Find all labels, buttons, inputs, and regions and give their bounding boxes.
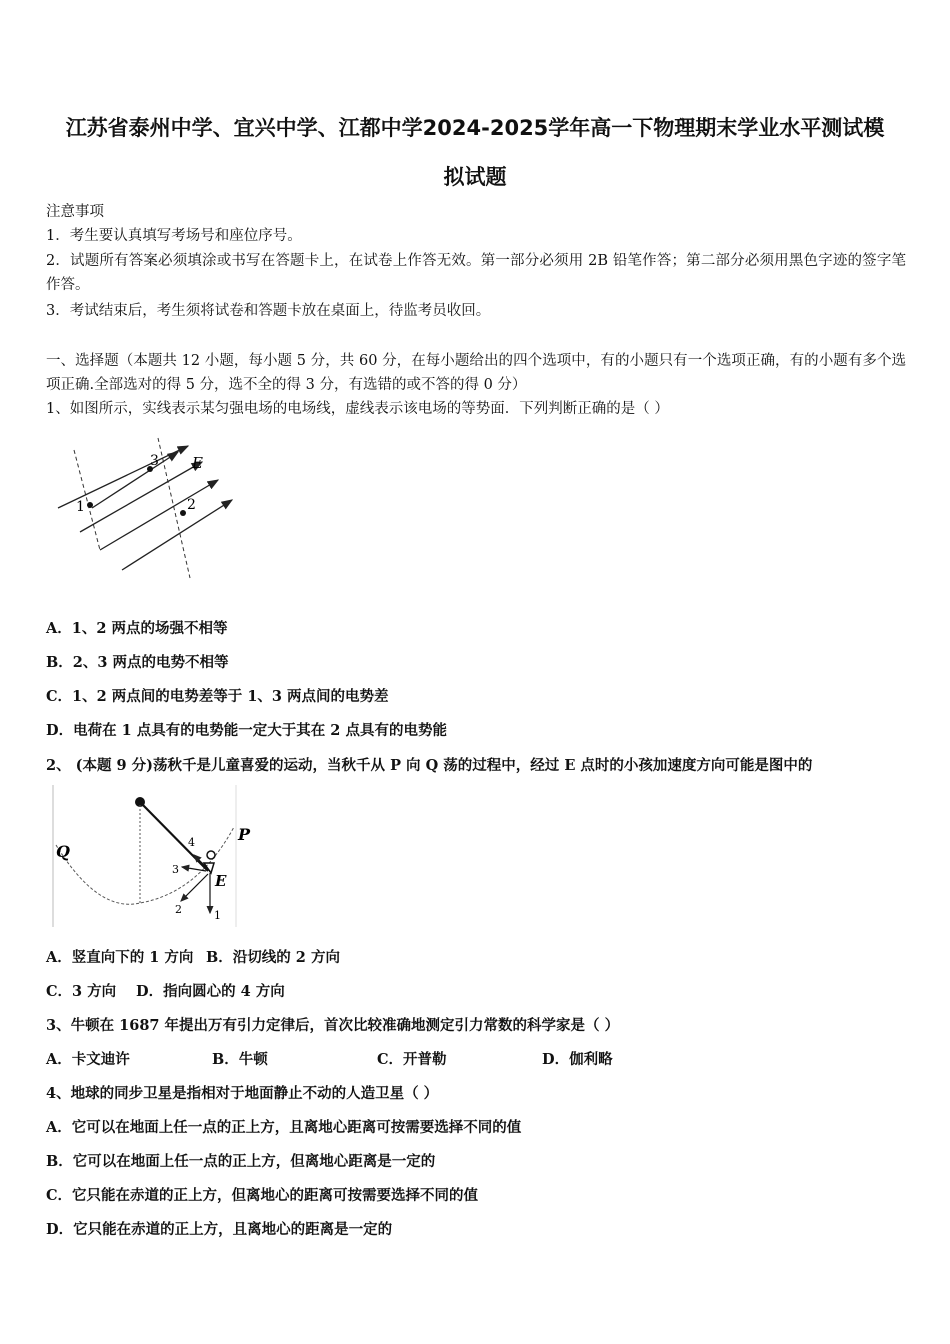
page-title-continued: 拟试题: [443, 165, 507, 189]
field-line: [122, 500, 232, 570]
q1-option-c: C．1、2 两点间的电势差等于 1、3 两点间的电势差: [46, 688, 389, 705]
label-dir-1: 1: [214, 909, 221, 922]
label-2: 2: [187, 497, 196, 513]
q2-option-b: B．沿切线的 2 方向: [206, 949, 340, 966]
q3-option-b: B．牛顿: [212, 1051, 268, 1068]
q3-option-d: D．伽利略: [542, 1051, 613, 1068]
notice-heading: 注意事项: [46, 204, 104, 220]
q2-options-row-1: [46, 947, 340, 969]
q2-option-a: A．竖直向下的 1 方向: [46, 949, 194, 966]
q4-option-a: A．它可以在地面上任一点的正上方，且离地心距离可按需要选择不同的值: [46, 1119, 522, 1136]
label-P: P: [238, 825, 251, 844]
notice-item: 3．考试结束后，考生须将试卷和答题卡放在桌面上，待监考员收回。: [46, 303, 491, 319]
equipotential-line: [158, 438, 190, 578]
q4-option-b: B．它可以在地面上任一点的正上方，但离地心距离是一定的: [46, 1153, 436, 1170]
swing-rope: [140, 802, 208, 871]
label-1: 1: [76, 499, 85, 515]
direction-3-arrow: [182, 867, 206, 871]
direction-2-arrow: [181, 874, 208, 901]
q4-option-d: D．它只能在赤道的正上方，且离地心的距离是一定的: [46, 1221, 393, 1238]
swing-arc: [56, 827, 234, 904]
question-4-stem: 4、地球的同步卫星是指相对于地面静止不动的人造卫星（ ）: [46, 1085, 439, 1102]
q1-option-d: D．电荷在 1 点具有的电势能一定大于其在 2 点具有的电势能: [46, 722, 447, 739]
q4-option-c: C．它只能在赤道的正上方，但离地心的距离可按需要选择不同的值: [46, 1187, 479, 1204]
label-3: 3: [150, 453, 159, 469]
field-line: [92, 452, 178, 508]
q3-option-a: A．卡文迪许: [46, 1051, 130, 1068]
q1-option-b: B．2、3 两点的电势不相等: [46, 654, 229, 671]
label-dir-2: 2: [175, 903, 182, 916]
q3-options-row: [46, 1049, 613, 1071]
field-line: [80, 462, 202, 532]
q2-options-row-2: [46, 981, 285, 1003]
q2-option-c: C．3 方向: [46, 983, 117, 1000]
notice-item: 1．考生要认真填写考场号和座位序号。: [46, 228, 302, 244]
q1-option-a: A．1、2 两点的场强不相等: [46, 620, 228, 637]
label-dir-3: 3: [172, 863, 179, 876]
q3-option-c: C．开普勒: [377, 1051, 447, 1068]
page-title: 江苏省泰州中学、宜兴中学、江都中学2024-2025学年高一下物理期末学业水平测试模: [65, 116, 885, 140]
question-2-stem: 2、 (本题 9 分)荡秋千是儿童喜爱的运动，当秋千从 P 向 Q 荡的过程中，经过 E 点时的小孩加速度方向可能是图中的: [46, 757, 813, 774]
label-E: E: [215, 872, 227, 890]
point-2: [180, 510, 186, 516]
electric-field-figure: [50, 432, 250, 582]
notice-item: 2．试题所有答案必须填涂或书写在答题卡上，在试卷上作答无效。第一部分必须用 2B 铅笔作答；第二部分必须用黑色字迹的签字笔作答。: [46, 253, 906, 293]
label-field-E: E: [192, 454, 203, 472]
question-3-stem: 3、牛顿在 1687 年提出万有引力定律后，首次比较准确地测定引力常数的科学家是（ ）: [46, 1017, 620, 1034]
section-intro: 一、选择题（本题共 12 小题，每小题 5 分，共 60 分，在每小题给出的四个选项中，有的小题只有一个选项正确，有的小题有多个选项正确.全部选对的得 5 分，选不全的得 3 分，有选错的或不答的得 0 分）: [46, 353, 906, 393]
swing-figure: [48, 785, 258, 930]
child-head: [207, 851, 215, 859]
label-Q: Q: [56, 842, 70, 861]
point-1: [87, 502, 93, 508]
q2-option-d: D．指向圆心的 4 方向: [136, 983, 285, 1000]
label-dir-4: 4: [188, 836, 195, 849]
question-1-stem: 1、如图所示，实线表示某匀强电场的电场线，虚线表示该电场的等势面．下列判断正确的是（ ）: [46, 401, 669, 417]
